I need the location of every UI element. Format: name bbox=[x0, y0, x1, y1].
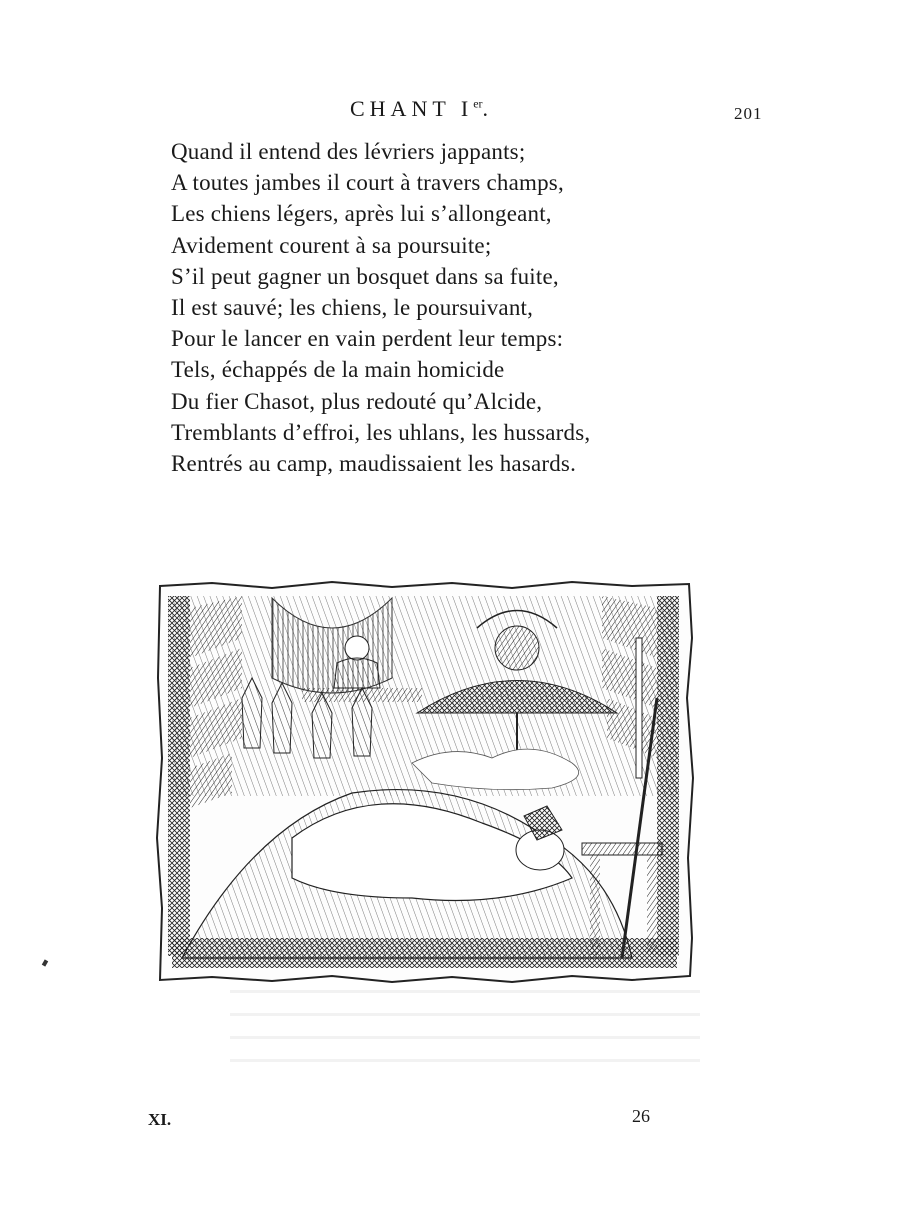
dream-figure-head bbox=[345, 636, 369, 660]
bedside-table bbox=[582, 843, 662, 855]
verse-line: Il est sauvé; les chiens, le poursuivant, bbox=[171, 294, 534, 320]
verse-line: Rentrés au camp, maudissaient les hasards. bbox=[171, 450, 577, 476]
verse-line: Avidement courent à sa poursuite; bbox=[171, 232, 492, 258]
engraving-illustration bbox=[152, 578, 697, 988]
left-pillar bbox=[168, 596, 190, 956]
verse-line: A toutes jambes il court à travers champs, bbox=[171, 170, 564, 196]
running-head bbox=[350, 96, 493, 122]
page-number: 201 bbox=[734, 104, 763, 123]
verse-block bbox=[171, 136, 691, 479]
floral-mask bbox=[495, 626, 539, 670]
verse-line: Tremblants d’effroi, les uhlans, les hussards, bbox=[171, 419, 591, 445]
chapter-title-period: . bbox=[482, 96, 494, 121]
verse-line: S’il peut gagner un bosquet dans sa fuite, bbox=[171, 263, 559, 289]
chapter-title: CHANT I bbox=[350, 96, 474, 121]
signature-number: 26 bbox=[632, 1106, 650, 1126]
verse-line: Tels, échappés de la main homicide bbox=[171, 357, 505, 383]
stray-mark bbox=[42, 959, 48, 966]
verse-line: Du fier Chasot, plus redouté qu’Alcide, bbox=[171, 388, 543, 414]
verse-line: Quand il entend des lévriers jappants; bbox=[171, 139, 526, 164]
verse-line: Pour le lancer en vain perdent leur temps: bbox=[171, 326, 564, 352]
right-pillar bbox=[657, 596, 679, 956]
show-through-text bbox=[230, 990, 700, 1090]
chapter-title-superscript: er bbox=[473, 96, 483, 111]
candle bbox=[636, 638, 642, 778]
sheet-mark: XI. bbox=[148, 1110, 172, 1129]
engraving-svg bbox=[152, 578, 697, 988]
verse-line: Les chiens légers, après lui s’allongeant, bbox=[171, 201, 552, 227]
